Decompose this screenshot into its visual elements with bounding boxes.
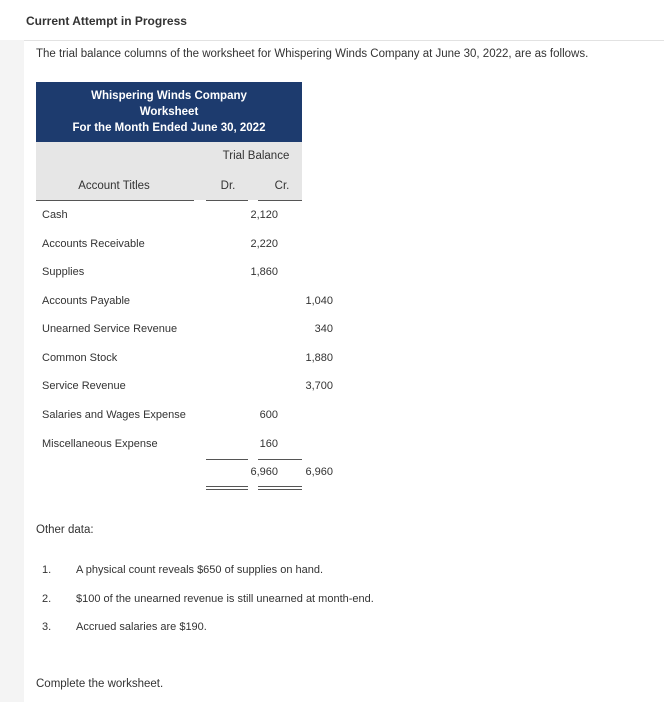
worksheet-name: Worksheet — [139, 106, 199, 118]
item-number: 3. — [42, 621, 52, 633]
table-row — [36, 266, 302, 284]
trial-balance-header: Trial Balance — [222, 150, 290, 162]
account-name: Cash — [42, 209, 68, 221]
account-titles-header: Account Titles — [78, 180, 150, 192]
table-row — [36, 295, 333, 313]
account-name: Service Revenue — [42, 380, 126, 392]
totals-row — [36, 466, 333, 484]
table-row — [36, 209, 302, 227]
total-rule-cr — [258, 459, 302, 460]
account-name: Common Stock — [42, 352, 118, 364]
double-rule-dr-1 — [206, 486, 248, 487]
debit-amount: 160 — [259, 438, 278, 450]
header-underline-accounts — [36, 200, 194, 201]
item-text: $100 of the unearned revenue is still unearned at month-end. — [76, 593, 374, 605]
page-title: Current Attempt in Progress — [26, 14, 187, 28]
table-row — [36, 238, 302, 256]
debit-amount: 2,120 — [250, 209, 278, 221]
account-name: Unearned Service Revenue — [42, 323, 178, 335]
table-row — [36, 409, 302, 427]
credit-header: Cr. — [274, 180, 290, 192]
account-name: Accounts Payable — [42, 295, 131, 307]
instruction-text: Complete the worksheet. — [36, 678, 164, 690]
credit-amount: 3,700 — [305, 380, 333, 392]
worksheet-heading — [36, 82, 302, 142]
list-item — [42, 621, 207, 633]
item-text: A physical count reveals $650 of supplies on hand. — [76, 564, 324, 576]
table-row — [36, 352, 333, 370]
header-underline-cr — [258, 200, 302, 201]
account-name: Salaries and Wages Expense — [42, 409, 186, 421]
double-rule-cr-1 — [258, 486, 302, 487]
double-rule-dr-2 — [206, 489, 248, 490]
company-name: Whispering Winds Company — [91, 90, 247, 102]
item-number: 1. — [42, 564, 52, 576]
header-underline-dr — [206, 200, 248, 201]
item-text: Accrued salaries are $190. — [76, 621, 207, 633]
account-name: Miscellaneous Expense — [42, 438, 158, 450]
double-rule-cr-2 — [258, 489, 302, 490]
debit-amount: 2,220 — [250, 238, 278, 250]
table-row — [36, 323, 333, 341]
debit-total: 6,960 — [250, 466, 278, 478]
left-rail — [0, 40, 24, 702]
total-rule-dr — [206, 459, 248, 460]
problem-intro: The trial balance columns of the worksheet for Whispering Winds Company at June 30, 2022, are as follows. — [36, 48, 589, 60]
worksheet-period: For the Month Ended June 30, 2022 — [72, 122, 266, 134]
account-name: Supplies — [42, 266, 85, 278]
debit-header: Dr. — [220, 180, 236, 192]
debit-amount: 1,860 — [250, 266, 278, 278]
item-number: 2. — [42, 593, 52, 605]
list-item — [42, 564, 323, 576]
debit-amount: 600 — [259, 409, 278, 421]
credit-amount: 1,040 — [305, 295, 333, 307]
credit-amount: 1,880 — [305, 352, 333, 364]
account-name: Accounts Receivable — [42, 238, 145, 250]
credit-total: 6,960 — [305, 466, 333, 478]
table-row — [36, 380, 333, 398]
page-header — [0, 0, 664, 41]
other-data-label: Other data: — [36, 524, 94, 536]
table-row — [36, 438, 302, 456]
list-item — [42, 593, 374, 605]
credit-amount: 340 — [314, 323, 333, 335]
